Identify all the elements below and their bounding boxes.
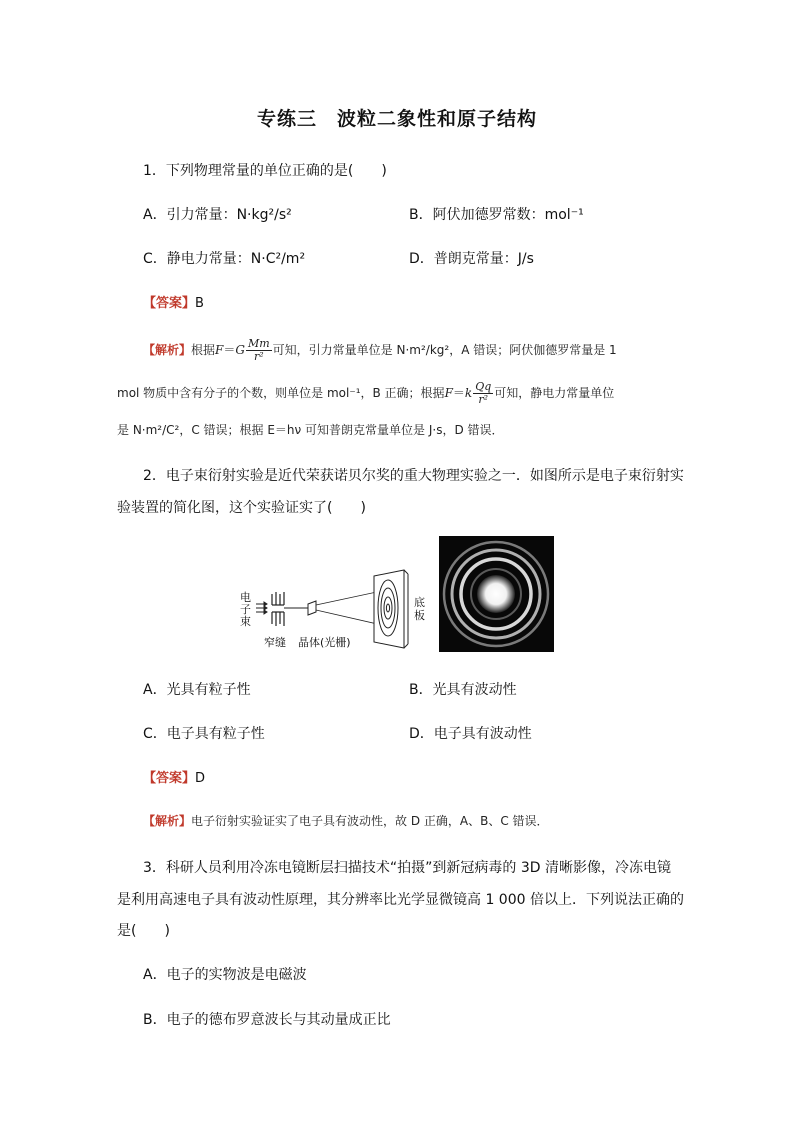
label-plate [414, 596, 425, 622]
fraction-gravity [246, 338, 272, 363]
label-crystal: 晶体(光栅) [298, 636, 351, 649]
q1-option-a: A．引力常量：N·kg²/s² [143, 207, 292, 223]
fraction-numerator: Mm [247, 337, 270, 350]
q2-option-c: C．电子具有粒子性 [143, 726, 265, 742]
answer-value: B [195, 296, 204, 311]
q2-stem-line2: 验装置的简化图，这个实验证实了( ) [117, 500, 366, 516]
label-char: 束 [240, 615, 251, 628]
explanation-text: mol 物质中含有分子的个数，则单位是 mol⁻¹，B 正确；根据 [117, 386, 445, 400]
q1-answer [143, 292, 204, 311]
explanation-text: 可知，引力常量单位是 N·m²/kg²，A 错误；阿伏伽德罗常量是 1 [272, 343, 617, 357]
explanation-tag: 【解析】 [143, 814, 192, 828]
answer-tag: 【答案】 [143, 771, 196, 786]
diffraction-rings [439, 536, 554, 652]
q3-option-a: A．电子的实物波是电磁波 [143, 967, 307, 983]
diffraction-apparatus-figure [236, 568, 432, 654]
q1-explanation-line1 [143, 338, 617, 363]
answer-tag: 【答案】 [143, 296, 196, 311]
label-char: 电 [240, 591, 251, 604]
q3-stem-line1: 3．科研人员利用冷冻电镜断层扫描技术“拍摄”到新冠病毒的 3D 清晰影像，冷冻电镜 [143, 860, 671, 876]
label-slit: 窄缝 [264, 636, 286, 649]
q1-explanation-line2 [117, 381, 614, 406]
q3-stem-line2: 是利用高速电子具有波动性原理，其分辨率比光学显微镜高 1 000 倍以上．下列说法正确的 [117, 892, 684, 908]
formula-symbol: F [444, 386, 453, 400]
explanation-tag: 【解析】 [143, 343, 192, 357]
q2-stem-line1: 2．电子束衍射实验是近代荣获诺贝尔奖的重大物理实验之一．如图所示是电子束衍射实 [143, 468, 684, 484]
q2-answer [143, 767, 205, 786]
page-title: 专练三 波粒二象性和原子结构 [256, 108, 537, 130]
formula-operator: ＝ [452, 386, 465, 400]
explanation-text: 根据 [191, 343, 216, 357]
fraction-coulomb [473, 381, 493, 406]
slit-plates [272, 592, 284, 626]
fraction-denominator: r² [253, 350, 264, 363]
formula-symbol: F [215, 343, 224, 357]
q2-option-b: B．光具有波动性 [409, 682, 517, 698]
formula-symbol: k [464, 386, 473, 400]
fraction-denominator: r² [478, 393, 489, 406]
label-char: 板 [414, 609, 425, 622]
q1-stem: 1．下列物理常量的单位正确的是( ) [143, 163, 387, 179]
q3-stem-line3: 是( ) [117, 923, 170, 939]
formula-symbol: G [235, 343, 245, 357]
crystal [308, 601, 316, 615]
q1-option-d: D．普朗克常量：J/s [409, 251, 534, 267]
answer-value: D [195, 771, 206, 786]
q3-option-b: B．电子的德布罗意波长与其动量成正比 [143, 1012, 391, 1028]
q2-option-a: A．光具有粒子性 [143, 682, 251, 698]
label-char: 底 [414, 596, 425, 609]
diffraction-pattern-image [439, 536, 554, 652]
explanation-text: 电子衍射实验证实了电子具有波动性，故 D 正确，A、B、C 错误． [191, 814, 549, 828]
q2-explanation [143, 812, 549, 829]
q1-option-b: B．阿伏加德罗常数：mol⁻¹ [409, 207, 584, 223]
q2-option-d: D．电子具有波动性 [409, 726, 532, 742]
label-char: 子 [240, 603, 251, 616]
fraction-numerator: Qq [475, 380, 492, 393]
electron-beam-arrows [256, 602, 267, 614]
label-electron-beam [240, 592, 251, 628]
q1-explanation-line3: 是 N·m²/C²，C 错误；根据 E＝hν 可知普朗克常量单位是 J·s，D 错误． [117, 423, 504, 437]
q1-option-c: C．静电力常量：N·C²/m² [143, 251, 306, 267]
explanation-text: 可知，静电力常量单位 [494, 386, 615, 400]
formula-operator: ＝ [223, 343, 236, 357]
